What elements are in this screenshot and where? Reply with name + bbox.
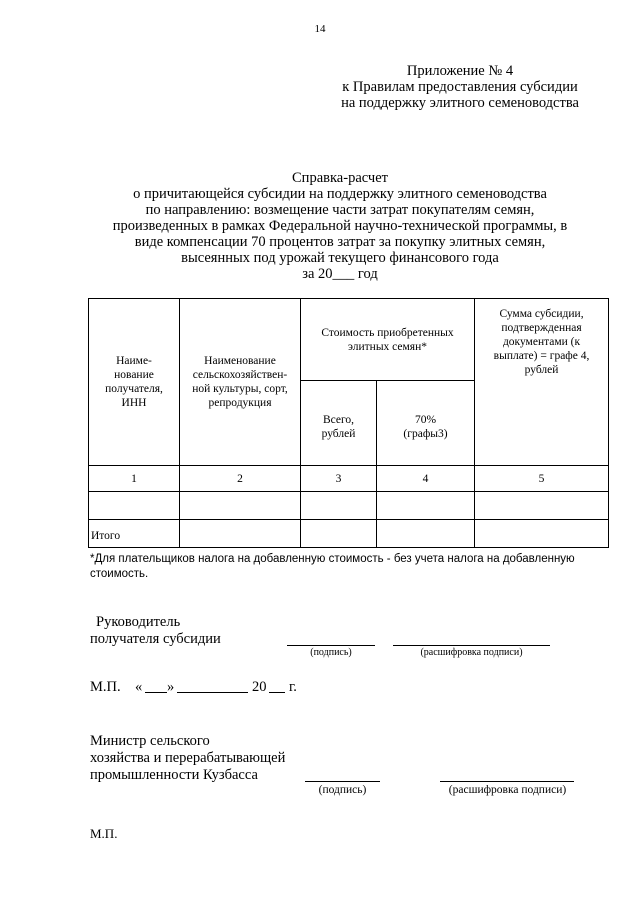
col-number-3: 3 [301, 466, 377, 492]
minister-label-line1: Министр сельского [90, 733, 210, 749]
mp-label: М.П. [90, 679, 121, 695]
cell-empty [180, 520, 301, 548]
cell-empty [301, 520, 377, 548]
appendix-line-2: к Правилам предоставления субсидии [342, 79, 578, 95]
cell-empty [89, 492, 180, 520]
page-number: 14 [314, 23, 326, 35]
title-line-3: по направлению: возмещение части затрат покупателям семян, [145, 202, 535, 218]
calculation-table [88, 298, 609, 548]
header-70-percent-text: 70% (графы3) [403, 414, 448, 440]
col-number-5: 5 [475, 466, 609, 492]
title-line-7: за 20___ год [302, 266, 378, 282]
signature-caption: (подпись) [318, 784, 367, 796]
appendix-line-3: на поддержку элитного семеноводства [341, 95, 579, 111]
year-line [269, 692, 285, 693]
signature-line [305, 781, 380, 782]
cell-empty [301, 492, 377, 520]
total-row [89, 520, 609, 548]
minister-label-line2: хозяйства и перерабатывающей [90, 750, 286, 766]
header-subsidy [475, 299, 609, 466]
decode-line [440, 781, 574, 782]
cell-empty [377, 520, 475, 548]
header-crop-text: Наименование сельскохозяйствен- ной культуры, сорт, репродукция [192, 355, 288, 409]
footnote: *Для плательщиков налога на добавленную стоимость - без учета налога на добавленную стоимость. [90, 553, 575, 580]
year-suffix: г. [289, 679, 297, 695]
day-line [145, 692, 167, 693]
header-70-percent [377, 381, 475, 466]
title-line-2: о причитающейся субсидии на поддержку элитного семеноводства [133, 186, 547, 202]
title-line-6: высеянных под урожай текущего финансового года [181, 250, 499, 266]
total-label: Итого [89, 520, 180, 548]
minister-label-line3: промышленности Кузбасса [90, 767, 258, 783]
header-subsidy-text: Сумма субсидии, подтвержденная документами (к выплате) = графе 4, рублей [493, 308, 590, 376]
mp-label-bottom: М.П. [90, 826, 118, 841]
col-number-4: 4 [377, 466, 475, 492]
title-line-4: произведенных в рамках Федеральной научно-технической программы, в [112, 218, 568, 234]
document-title [70, 170, 610, 282]
decode-caption: (расшифровка подписи) [448, 784, 567, 796]
col-number-1: 1 [89, 466, 180, 492]
title-line-1: Справка-расчет [292, 170, 388, 186]
quote-close: » [167, 679, 175, 695]
quote-open: « [135, 679, 143, 695]
col-number-2: 2 [180, 466, 301, 492]
cell-empty [180, 492, 301, 520]
decode-caption: (расшифровка подписи) [420, 647, 523, 658]
header-recipient-text: Наиме- нование получателя, ИНН [105, 355, 163, 409]
cell-empty [475, 520, 609, 548]
header-cost [301, 299, 475, 381]
header-total-text: Всего, рублей [321, 414, 356, 440]
header-total [301, 381, 377, 466]
appendix-line-1: Приложение № 4 [406, 63, 514, 79]
header-cost-text: Стоимость приобретенных элитных семян* [321, 326, 454, 353]
cell-empty [475, 492, 609, 520]
title-line-5: виде компенсации 70 процентов затрат за покупку элитных семян, [134, 234, 546, 250]
header-recipient [89, 299, 180, 466]
signature-caption: (подпись) [310, 647, 352, 658]
month-line [177, 692, 248, 693]
head-label-line2: получателя субсидии [90, 631, 221, 647]
appendix-header [300, 63, 620, 111]
header-crop [180, 299, 301, 466]
table-row [89, 492, 609, 520]
signature-line [287, 645, 375, 646]
decode-line [393, 645, 550, 646]
year-prefix: 20 [252, 679, 267, 695]
cell-empty [377, 492, 475, 520]
head-label-line1: Руководитель [96, 614, 181, 630]
